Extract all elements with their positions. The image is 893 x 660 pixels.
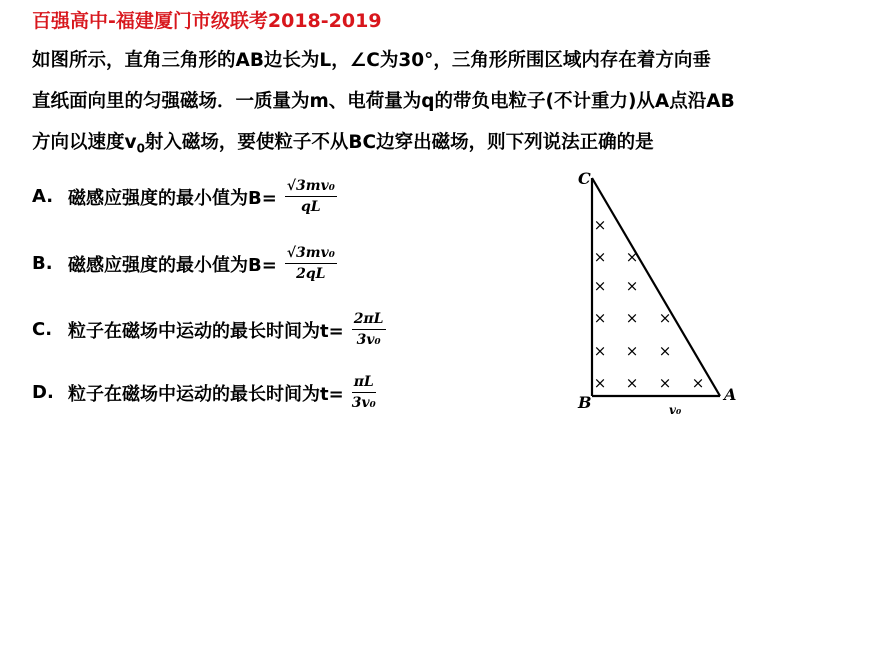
side-ca <box>592 178 720 396</box>
option-a-denominator: qL <box>301 199 321 215</box>
option-c-fraction <box>352 311 386 348</box>
field-cross-1-0: × <box>593 248 607 266</box>
magnetic-field-crosses <box>594 216 705 392</box>
field-cross-3-0: × <box>593 309 607 327</box>
field-cross-5-2: × <box>658 374 672 392</box>
option-a-fraction <box>285 178 337 215</box>
option-c[interactable] <box>32 311 386 348</box>
question-stem <box>32 40 872 170</box>
option-d[interactable] <box>32 374 376 411</box>
field-cross-1-1: × <box>625 248 639 266</box>
stem-line-1: 如图所示，直角三角形的AB边长为L，∠C为30°，三角形所围区域内存在着方向垂 <box>32 50 711 71</box>
option-d-text: 粒子在磁场中运动的最长时间为t= <box>68 383 344 405</box>
option-d-numerator: πL <box>352 374 376 393</box>
stem-line-3-pre: 方向以速度v <box>32 132 137 153</box>
field-cross-0-0: × <box>593 216 607 234</box>
field-cross-5-0: × <box>593 374 607 392</box>
option-a-letter: A. <box>32 186 54 207</box>
stem-line-2: 直纸面向里的匀强磁场．一质量为m、电荷量为q的带负电粒子(不计重力)从A点沿AB <box>32 91 735 112</box>
option-b-denominator: 2qL <box>296 266 326 282</box>
option-b-numerator: √3mv₀ <box>285 245 337 264</box>
option-c-numerator: 2πL <box>352 311 386 330</box>
option-a-numerator: √3mv₀ <box>285 178 337 197</box>
option-c-letter: C. <box>32 319 53 340</box>
option-c-text: 粒子在磁场中运动的最长时间为t= <box>68 320 344 342</box>
field-cross-2-0: × <box>593 277 607 295</box>
option-b[interactable] <box>32 245 337 282</box>
velocity-label: v₀ <box>669 403 682 417</box>
option-c-denominator: 3v₀ <box>356 332 381 348</box>
vertex-b-label: B <box>578 393 592 412</box>
triangle-figure <box>570 160 750 420</box>
option-d-letter: D. <box>32 382 54 403</box>
vertex-c-label: C <box>578 169 591 188</box>
option-a-text: 磁感应强度的最小值为B= <box>68 187 277 209</box>
field-cross-3-1: × <box>625 309 639 327</box>
option-a[interactable] <box>32 178 337 215</box>
field-cross-3-2: × <box>658 309 672 327</box>
stem-line-3-post: 射入磁场，要使粒子不从BC边穿出磁场，则下列说法正确的是 <box>144 132 654 153</box>
field-cross-5-1: × <box>625 374 639 392</box>
source-header: 百强高中-福建厦门市级联考2018-2019 <box>32 10 382 32</box>
option-b-letter: B. <box>32 253 53 274</box>
field-cross-2-1: × <box>625 277 639 295</box>
option-b-fraction <box>285 245 337 282</box>
field-cross-4-1: × <box>625 342 639 360</box>
option-b-text: 磁感应强度的最小值为B= <box>68 254 277 276</box>
option-d-denominator: 3v₀ <box>351 395 376 411</box>
field-cross-5-3: × <box>691 374 705 392</box>
field-cross-4-0: × <box>593 342 607 360</box>
option-d-fraction <box>352 374 376 411</box>
stem-subscript: 0 <box>136 141 145 156</box>
field-cross-4-2: × <box>658 342 672 360</box>
vertex-a-label: A <box>724 385 737 404</box>
